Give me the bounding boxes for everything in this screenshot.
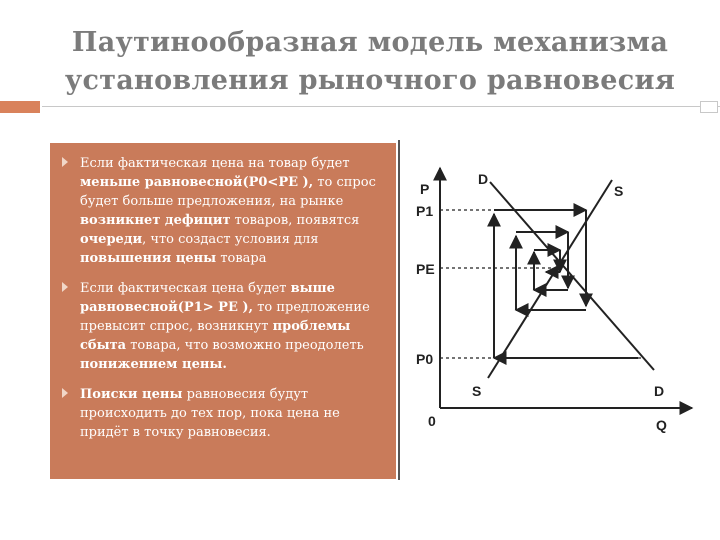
emphasis-text: понижением цены. bbox=[80, 357, 227, 372]
body-text: то предложение превысит спрос, возникнут bbox=[80, 300, 370, 334]
body-text: товара bbox=[216, 251, 267, 266]
emphasis-text: очереди bbox=[80, 232, 143, 247]
body-text: Если фактическая цена будет bbox=[80, 281, 291, 296]
p0-label: P0 bbox=[416, 351, 434, 367]
supply-bottom-label: S bbox=[472, 383, 482, 399]
title-rule-line bbox=[42, 106, 720, 107]
bullet-arrow-icon bbox=[62, 157, 68, 166]
bullet-paragraph-2 bbox=[80, 279, 388, 374]
body-text: , что создаст условия для bbox=[142, 232, 319, 247]
emphasis-text: меньше равновесной(P0<PE ), bbox=[80, 175, 314, 190]
bullet-paragraph-3 bbox=[80, 385, 388, 442]
explanation-box bbox=[50, 143, 396, 479]
column-divider bbox=[398, 140, 400, 480]
bullet-arrow-icon bbox=[62, 388, 68, 397]
slide-title bbox=[40, 24, 700, 100]
demand-bottom-label: D bbox=[654, 383, 665, 399]
emphasis-text: проблемы сбыта bbox=[80, 319, 351, 353]
cobweb-diagram bbox=[402, 160, 702, 440]
title-line-1: Паутинообразная модель механизма bbox=[71, 27, 669, 58]
p1-label: P1 bbox=[416, 203, 434, 219]
emphasis-text: выше равновесной(P1> PE ), bbox=[80, 281, 335, 315]
body-text: товара, что возможно преодолеть bbox=[126, 338, 364, 353]
demand-top-label: D bbox=[478, 171, 489, 187]
pe-label: PE bbox=[416, 261, 435, 277]
bullet-paragraph-1 bbox=[80, 154, 388, 268]
body-text: Если фактическая цена на товар будет bbox=[80, 156, 350, 171]
origin-label: 0 bbox=[428, 413, 436, 429]
title-rule-accent bbox=[0, 101, 40, 113]
axis-p-label: P bbox=[420, 181, 430, 197]
emphasis-text: повышения цены bbox=[80, 251, 217, 266]
title-rule-box bbox=[700, 101, 718, 113]
body-text: равновесия будут происходить до тех пор, пока цена не придёт в точку равновесия. bbox=[80, 387, 340, 440]
supply-top-label: S bbox=[614, 183, 624, 199]
emphasis-text: возникнет дефицит bbox=[80, 213, 231, 228]
body-text: то спрос будет больше предложения, на рынке bbox=[80, 175, 376, 209]
axis-q-label: Q bbox=[656, 417, 667, 433]
body-text: товаров, появятся bbox=[230, 213, 360, 228]
bullet-arrow-icon bbox=[62, 282, 68, 291]
title-line-2: установления рыночного равновесия bbox=[64, 65, 676, 96]
emphasis-text: Поиски цены bbox=[80, 387, 183, 402]
